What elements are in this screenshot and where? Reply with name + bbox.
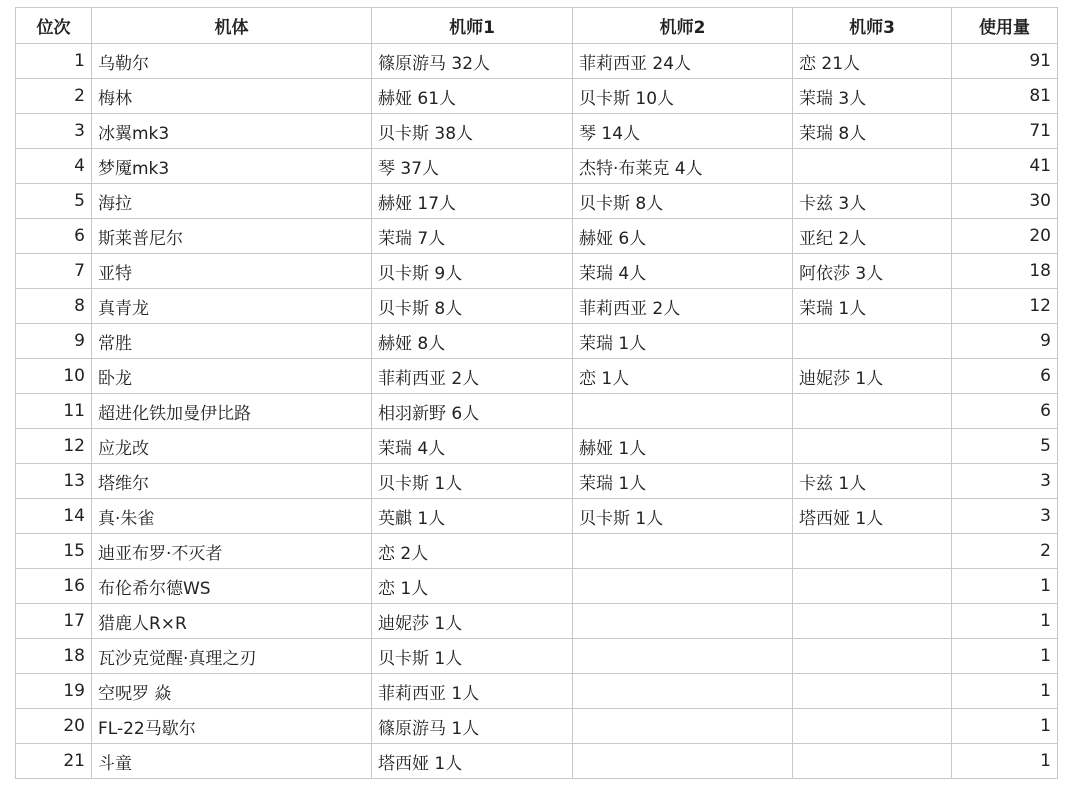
cell-rank: 3 xyxy=(16,114,92,149)
cell-pilot2 xyxy=(573,534,793,569)
cell-pilot2 xyxy=(573,569,793,604)
cell-rank: 12 xyxy=(16,429,92,464)
cell-pilot1: 贝卡斯 1人 xyxy=(372,639,573,674)
cell-pilot3 xyxy=(793,534,952,569)
table-row xyxy=(16,534,1058,569)
cell-usage: 1 xyxy=(952,604,1058,639)
cell-pilot1: 赫娅 61人 xyxy=(372,79,573,114)
cell-usage: 6 xyxy=(952,394,1058,429)
table-row xyxy=(16,499,1058,534)
cell-mech: 乌勒尔 xyxy=(92,44,372,79)
cell-pilot1: 贝卡斯 8人 xyxy=(372,289,573,324)
cell-pilot2: 赫娅 1人 xyxy=(573,429,793,464)
cell-usage: 71 xyxy=(952,114,1058,149)
cell-pilot2 xyxy=(573,744,793,779)
cell-mech: 斯莱普尼尔 xyxy=(92,219,372,254)
cell-pilot2: 贝卡斯 8人 xyxy=(573,184,793,219)
cell-pilot3: 卡兹 1人 xyxy=(793,464,952,499)
cell-pilot2: 恋 1人 xyxy=(573,359,793,394)
cell-pilot1: 恋 1人 xyxy=(372,569,573,604)
cell-pilot1: 菲莉西亚 2人 xyxy=(372,359,573,394)
cell-mech: FL-22马歇尔 xyxy=(92,709,372,744)
cell-pilot1: 贝卡斯 9人 xyxy=(372,254,573,289)
table-row xyxy=(16,464,1058,499)
cell-mech: 超进化铁加曼伊比路 xyxy=(92,394,372,429)
cell-pilot2 xyxy=(573,394,793,429)
cell-usage: 91 xyxy=(952,44,1058,79)
cell-rank: 2 xyxy=(16,79,92,114)
table-row xyxy=(16,219,1058,254)
cell-pilot3: 卡兹 3人 xyxy=(793,184,952,219)
cell-pilot2: 杰特·布莱克 4人 xyxy=(573,149,793,184)
cell-rank: 5 xyxy=(16,184,92,219)
cell-rank: 4 xyxy=(16,149,92,184)
table-row xyxy=(16,674,1058,709)
cell-pilot2: 赫娅 6人 xyxy=(573,219,793,254)
cell-pilot1: 迪妮莎 1人 xyxy=(372,604,573,639)
cell-usage: 9 xyxy=(952,324,1058,359)
cell-usage: 81 xyxy=(952,79,1058,114)
cell-rank: 13 xyxy=(16,464,92,499)
cell-mech: 卧龙 xyxy=(92,359,372,394)
cell-pilot3: 阿依莎 3人 xyxy=(793,254,952,289)
cell-mech: 瓦沙克觉醒·真理之刃 xyxy=(92,639,372,674)
cell-usage: 2 xyxy=(952,534,1058,569)
cell-mech: 空呪罗 焱 xyxy=(92,674,372,709)
cell-usage: 1 xyxy=(952,569,1058,604)
table-header xyxy=(16,8,1058,44)
cell-rank: 14 xyxy=(16,499,92,534)
cell-pilot1: 塔西娅 1人 xyxy=(372,744,573,779)
cell-pilot3: 恋 21人 xyxy=(793,44,952,79)
cell-mech: 迪亚布罗·不灭者 xyxy=(92,534,372,569)
cell-pilot1: 贝卡斯 38人 xyxy=(372,114,573,149)
table-body xyxy=(16,44,1058,779)
cell-pilot3: 茉瑞 3人 xyxy=(793,79,952,114)
cell-rank: 1 xyxy=(16,44,92,79)
table-row xyxy=(16,79,1058,114)
mech-usage-table-container xyxy=(15,7,1057,779)
cell-pilot1: 贝卡斯 1人 xyxy=(372,464,573,499)
cell-pilot3 xyxy=(793,674,952,709)
cell-pilot2: 菲莉西亚 2人 xyxy=(573,289,793,324)
cell-usage: 1 xyxy=(952,674,1058,709)
table-row xyxy=(16,429,1058,464)
cell-mech: 梅林 xyxy=(92,79,372,114)
cell-pilot2 xyxy=(573,604,793,639)
cell-pilot3: 迪妮莎 1人 xyxy=(793,359,952,394)
cell-mech: 真·朱雀 xyxy=(92,499,372,534)
cell-pilot3 xyxy=(793,709,952,744)
cell-pilot3 xyxy=(793,639,952,674)
header-pilot2: 机师2 xyxy=(573,8,793,44)
table-row xyxy=(16,289,1058,324)
table-row xyxy=(16,709,1058,744)
table-row xyxy=(16,254,1058,289)
cell-usage: 1 xyxy=(952,639,1058,674)
cell-usage: 3 xyxy=(952,464,1058,499)
cell-mech: 应龙改 xyxy=(92,429,372,464)
table-row xyxy=(16,149,1058,184)
cell-pilot2: 琴 14人 xyxy=(573,114,793,149)
cell-rank: 21 xyxy=(16,744,92,779)
table-row xyxy=(16,569,1058,604)
cell-usage: 18 xyxy=(952,254,1058,289)
mech-usage-table xyxy=(15,7,1058,779)
cell-mech: 亚特 xyxy=(92,254,372,289)
table-row xyxy=(16,639,1058,674)
cell-pilot3 xyxy=(793,149,952,184)
cell-mech: 冰翼mk3 xyxy=(92,114,372,149)
cell-pilot3 xyxy=(793,569,952,604)
cell-usage: 1 xyxy=(952,709,1058,744)
header-usage: 使用量 xyxy=(952,8,1058,44)
cell-rank: 16 xyxy=(16,569,92,604)
cell-pilot1: 琴 37人 xyxy=(372,149,573,184)
table-row xyxy=(16,359,1058,394)
table-row xyxy=(16,394,1058,429)
cell-rank: 18 xyxy=(16,639,92,674)
table-row xyxy=(16,184,1058,219)
cell-pilot2: 茉瑞 1人 xyxy=(573,464,793,499)
cell-usage: 30 xyxy=(952,184,1058,219)
header-rank: 位次 xyxy=(16,8,92,44)
cell-usage: 1 xyxy=(952,744,1058,779)
cell-rank: 17 xyxy=(16,604,92,639)
cell-pilot3: 塔西娅 1人 xyxy=(793,499,952,534)
cell-mech: 猎鹿人R×R xyxy=(92,604,372,639)
cell-rank: 6 xyxy=(16,219,92,254)
header-mech: 机体 xyxy=(92,8,372,44)
cell-pilot1: 菲莉西亚 1人 xyxy=(372,674,573,709)
cell-mech: 斗童 xyxy=(92,744,372,779)
cell-pilot1: 篠原游马 32人 xyxy=(372,44,573,79)
cell-pilot3: 亚纪 2人 xyxy=(793,219,952,254)
cell-pilot3 xyxy=(793,604,952,639)
table-row xyxy=(16,324,1058,359)
cell-pilot1: 茉瑞 7人 xyxy=(372,219,573,254)
cell-pilot2 xyxy=(573,674,793,709)
table-row xyxy=(16,44,1058,79)
cell-mech: 真青龙 xyxy=(92,289,372,324)
cell-usage: 20 xyxy=(952,219,1058,254)
cell-rank: 8 xyxy=(16,289,92,324)
cell-pilot3 xyxy=(793,394,952,429)
cell-pilot1: 赫娅 17人 xyxy=(372,184,573,219)
cell-pilot1: 恋 2人 xyxy=(372,534,573,569)
cell-rank: 9 xyxy=(16,324,92,359)
cell-mech: 海拉 xyxy=(92,184,372,219)
cell-mech: 塔维尔 xyxy=(92,464,372,499)
cell-pilot3: 茉瑞 8人 xyxy=(793,114,952,149)
cell-pilot1: 茉瑞 4人 xyxy=(372,429,573,464)
cell-usage: 12 xyxy=(952,289,1058,324)
cell-pilot1: 英麒 1人 xyxy=(372,499,573,534)
cell-rank: 19 xyxy=(16,674,92,709)
cell-pilot2: 菲莉西亚 24人 xyxy=(573,44,793,79)
cell-rank: 20 xyxy=(16,709,92,744)
cell-pilot1: 赫娅 8人 xyxy=(372,324,573,359)
header-pilot1: 机师1 xyxy=(372,8,573,44)
cell-pilot2 xyxy=(573,709,793,744)
cell-pilot2 xyxy=(573,639,793,674)
cell-mech: 梦魇mk3 xyxy=(92,149,372,184)
cell-pilot3 xyxy=(793,324,952,359)
header-pilot3: 机师3 xyxy=(793,8,952,44)
cell-usage: 41 xyxy=(952,149,1058,184)
cell-rank: 7 xyxy=(16,254,92,289)
cell-pilot3 xyxy=(793,429,952,464)
cell-usage: 3 xyxy=(952,499,1058,534)
table-row xyxy=(16,114,1058,149)
cell-pilot3 xyxy=(793,744,952,779)
cell-rank: 15 xyxy=(16,534,92,569)
cell-pilot2: 贝卡斯 1人 xyxy=(573,499,793,534)
cell-pilot3: 茉瑞 1人 xyxy=(793,289,952,324)
cell-pilot1: 篠原游马 1人 xyxy=(372,709,573,744)
header-row xyxy=(16,8,1058,44)
cell-mech: 布伦希尔德WS xyxy=(92,569,372,604)
cell-usage: 5 xyxy=(952,429,1058,464)
cell-rank: 10 xyxy=(16,359,92,394)
cell-rank: 11 xyxy=(16,394,92,429)
cell-usage: 6 xyxy=(952,359,1058,394)
cell-pilot1: 相羽新野 6人 xyxy=(372,394,573,429)
table-row xyxy=(16,604,1058,639)
cell-mech: 常胜 xyxy=(92,324,372,359)
cell-pilot2: 茉瑞 4人 xyxy=(573,254,793,289)
cell-pilot2: 贝卡斯 10人 xyxy=(573,79,793,114)
table-row xyxy=(16,744,1058,779)
cell-pilot2: 茉瑞 1人 xyxy=(573,324,793,359)
